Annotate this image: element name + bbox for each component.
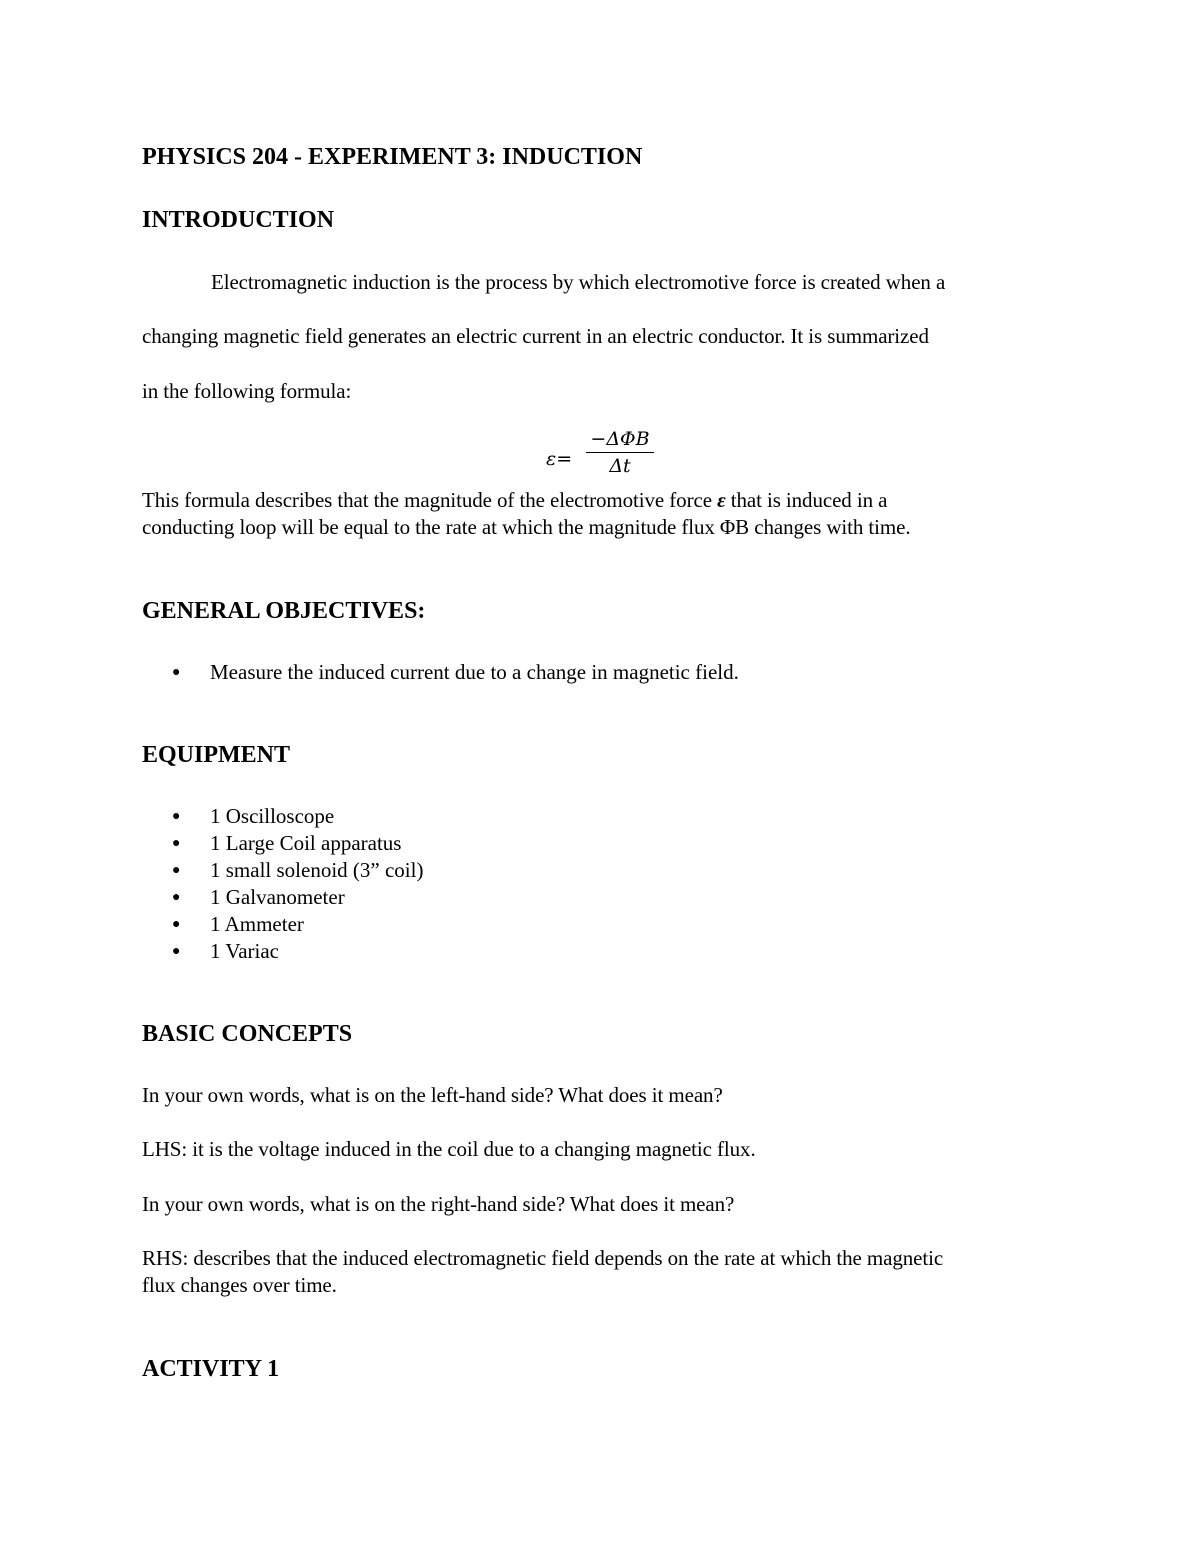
answer-2-line-1: RHS: describes that the induced electromagnetic field depends on the rate at which the magnetic [142, 1246, 944, 1270]
emf-symbol: ε [717, 488, 726, 512]
activity-heading: ACTIVITY 1 [142, 1356, 280, 1382]
answer-1: LHS: it is the voltage induced in the coil due to a changing magnetic flux. [142, 1137, 756, 1161]
objectives-heading: GENERAL OBJECTIVES: [142, 598, 426, 624]
introduction-heading: INTRODUCTION [142, 207, 335, 233]
formula-lhs: ε= [546, 448, 573, 470]
bullet-icon: ● [172, 917, 181, 932]
description-text-after: that is induced in a [725, 488, 888, 512]
bullet-icon: ● [172, 665, 181, 680]
bullet-icon: ● [172, 836, 181, 851]
intro-line-1: Electromagnetic induction is the process by which electromotive force is created when a [211, 270, 946, 294]
intro-line-3: in the following formula: [142, 379, 352, 403]
equipment-item: ● 1 Galvanometer [172, 885, 345, 909]
formula-description-line-1 [142, 488, 887, 513]
equipment-item: ● 1 small solenoid (3” coil) [172, 858, 424, 882]
equipment-item: ● 1 Large Coil apparatus [172, 831, 402, 855]
formula-denominator: Δt [609, 455, 631, 477]
bullet-icon: ● [172, 944, 181, 959]
question-1: In your own words, what is on the left-hand side? What does it mean? [142, 1083, 723, 1107]
bullet-icon: ● [172, 809, 181, 824]
equipment-item: ● 1 Oscilloscope [172, 804, 335, 828]
formula-description-line-2: conducting loop will be equal to the rate at which the magnitude flux ΦB changes with time. [142, 515, 911, 539]
bullet-icon: ● [172, 890, 181, 905]
basic-concepts-heading: BASIC CONCEPTS [142, 1021, 353, 1047]
page-title: PHYSICS 204 - EXPERIMENT 3: INDUCTION [142, 144, 643, 170]
question-2: In your own words, what is on the right-hand side? What does it mean? [142, 1192, 735, 1216]
equipment-item: ● 1 Ammeter [172, 912, 304, 936]
formula-fraction [586, 428, 654, 477]
equipment-heading: EQUIPMENT [142, 742, 291, 768]
answer-2-line-2: flux changes over time. [142, 1273, 337, 1297]
formula-numerator: −ΔΦB [590, 428, 650, 450]
objective-item: ● Measure the induced current due to a change in magnetic field. [172, 660, 739, 684]
equipment-item: ● 1 Variac [172, 939, 279, 963]
description-text-before: This formula describes that the magnitude of the electromotive force [142, 488, 718, 512]
bullet-icon: ● [172, 863, 181, 878]
intro-line-2: changing magnetic field generates an electric current in an electric conductor. It is summarized [142, 324, 929, 348]
